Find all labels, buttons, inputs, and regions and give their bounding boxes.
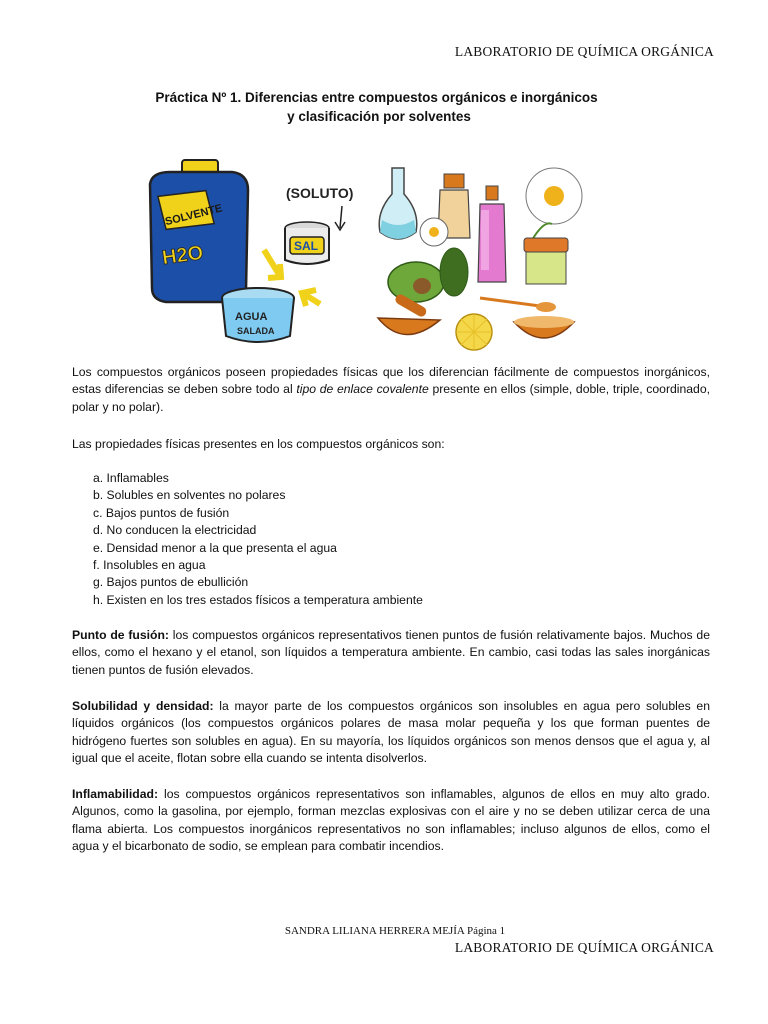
list-item: g. Bajos puntos de ebullición xyxy=(93,575,249,590)
avocado-icon xyxy=(388,248,468,302)
daisy-icon xyxy=(420,218,448,246)
list-item: d. No conducen la electricidad xyxy=(93,523,257,538)
bowl-spoon-icon xyxy=(480,298,574,338)
solvent-jug-icon xyxy=(150,160,248,302)
cream-jar-icon xyxy=(524,238,568,284)
intro-paragraph xyxy=(72,364,710,416)
list-item: h. Existen en los tres estados físicos a temperatura ambiente xyxy=(93,592,423,607)
flask-icon xyxy=(379,168,417,239)
flower-icon xyxy=(526,168,582,240)
list-item: b. Solubles en solventes no polares xyxy=(93,488,286,503)
chemistry-illustration xyxy=(140,150,600,362)
list-item: f. Insolubles en agua xyxy=(93,558,206,573)
arrow-icon xyxy=(264,250,281,278)
agua-label: AGUA xyxy=(235,311,268,323)
title-line-1: Práctica Nº 1. Diferencias entre compuestos orgánicos e inorgánicos xyxy=(155,90,598,105)
flammability-body: los compuestos orgánicos representativos son inflamables, algunos de ellos en muy alto grado. Algunos, como la gasolina, por ejemplo, forman mezclas explosivas con el aire y no se deben utilizar cerca de una flama abierta. Los compuestos inorgánicos representativos no son inflamables; incluso algunos de ellos, como el agua y el bicarbonato de sodio, se emplean para combatir incendios. xyxy=(72,787,710,854)
list-item: c. Bajos puntos de fusión xyxy=(93,505,230,520)
solvente-label: SOLVENTE xyxy=(163,202,224,229)
arrow-icon xyxy=(302,290,320,306)
page-title xyxy=(0,88,768,126)
fusion-heading: Punto de fusión: xyxy=(72,628,169,642)
intro-emphasis: tipo de enlace covalente xyxy=(296,382,429,397)
lemon-icon xyxy=(456,314,492,350)
list-item: e. Densidad menor a la que presenta el agua xyxy=(93,540,337,555)
h2o-label: H2O xyxy=(160,241,205,270)
flammability-heading: Inflamabilidad: xyxy=(72,787,158,801)
solubility-paragraph xyxy=(72,698,710,768)
sal-label: SAL xyxy=(294,239,318,253)
solubility-heading: Solubilidad y densidad: xyxy=(72,699,214,713)
salada-label: SALADA xyxy=(237,326,275,336)
salt-water-bowl-icon xyxy=(222,288,294,342)
running-header: LABORATORIO DE QUÍMICA ORGÁNICA xyxy=(454,44,714,59)
fusion-paragraph xyxy=(72,627,710,679)
intro-text: Los compuestos orgánicos poseen propiedades físicas que los diferencian fácilmente de compuestos inorgánicos, estas diferencias se deben sobre todo al xyxy=(72,365,710,397)
title-line-2: y clasificación por solventes xyxy=(287,109,471,124)
properties-list xyxy=(93,470,423,609)
footer-running-header: LABORATORIO DE QUÍMICA ORGÁNICA xyxy=(454,940,714,955)
list-item: a. Inflamables xyxy=(93,471,169,485)
fusion-body: los compuestos orgánicos representativos tienen puntos de fusión relativamente bajos. Muchos de ellos, como el hexano y el etanol, son líquidos a temperatura ambiente. En cambio, casi todas las sales inorgánicas tienen puntos de fusión elevados. xyxy=(72,628,710,677)
flammability-paragraph xyxy=(72,786,710,856)
solubility-body: la mayor parte de los compuestos orgánicos son insolubles en agua pero solubles en líquidos orgánicos (los compuestos orgánicos polares de masa molar pequeña y los que forman puentes de hidrógeno fuertes son solubles en agua). En su mayoría, los líquidos orgánicos son menos densos que el agua y, al igual que el aceite, flotan sobre ella cuando se intenta disolverlos. xyxy=(72,699,710,766)
soluto-label: (SOLUTO) xyxy=(286,185,354,201)
intro-text-end: presente en ellos (simple, doble, triple, coordinado, polar y no polar). xyxy=(72,382,711,414)
salt-jar-icon xyxy=(285,222,329,264)
footer-author: SANDRA LILIANA HERRERA MEJÍA Página 1 xyxy=(284,925,506,937)
pink-bottle-icon xyxy=(478,186,506,282)
properties-intro: Las propiedades físicas presentes en los compuestos orgánicos son: xyxy=(72,437,445,451)
